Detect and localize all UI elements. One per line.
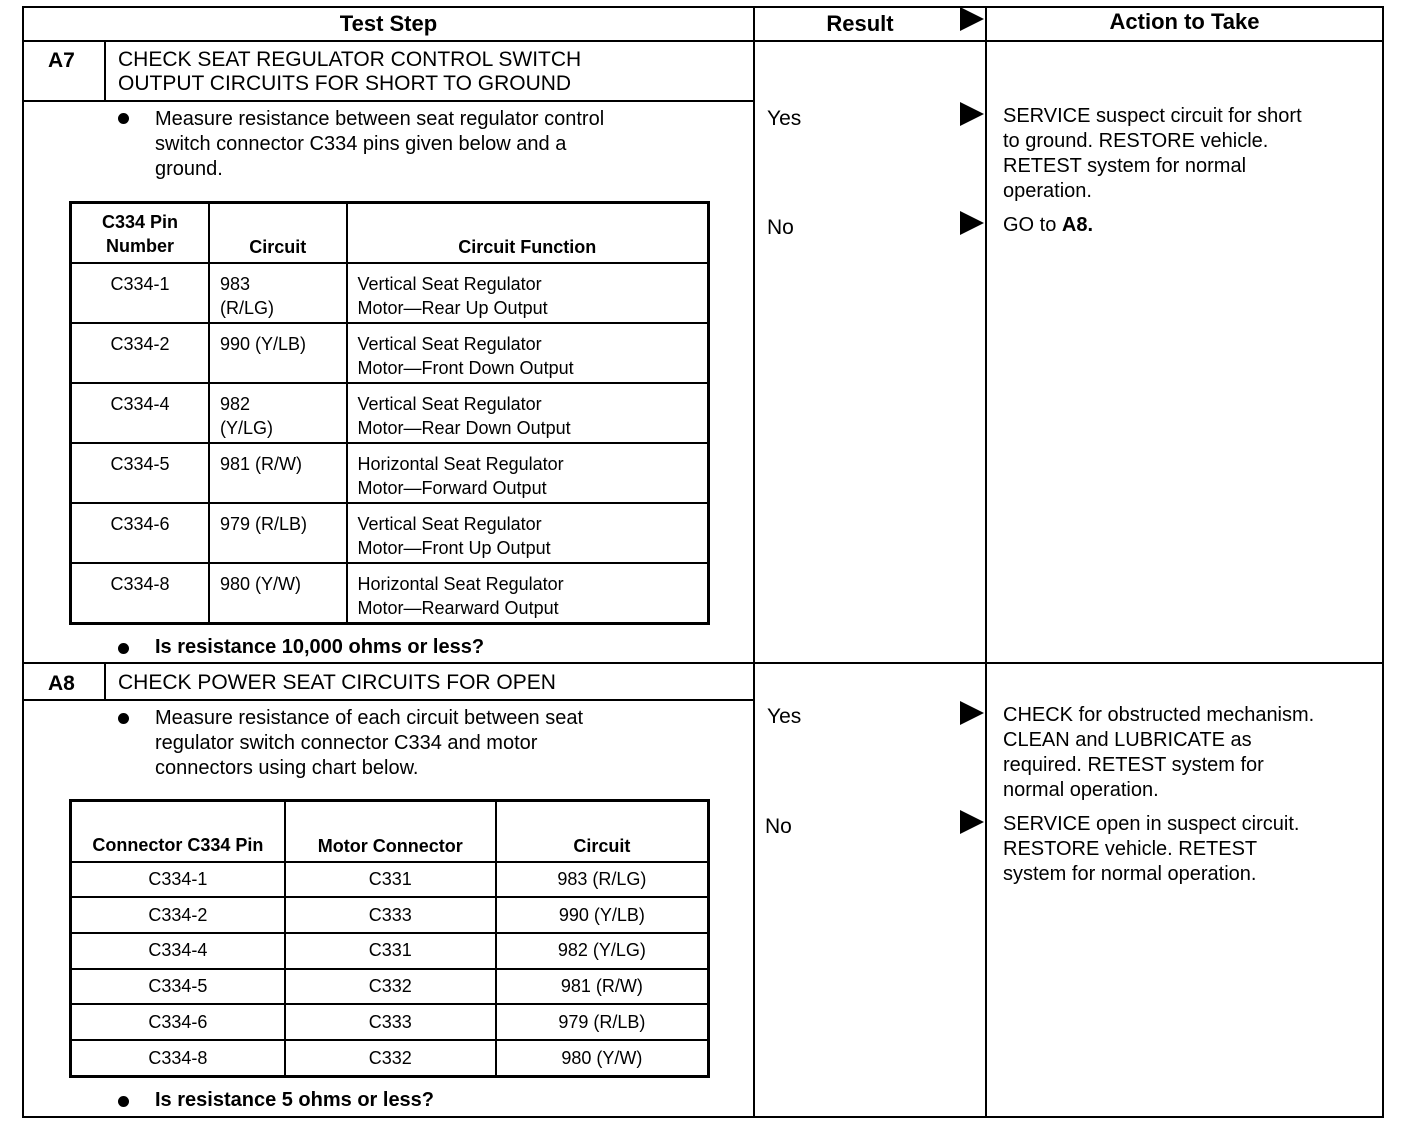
table-row bbox=[71, 383, 709, 443]
a8-title-line-1: CHECK POWER SEAT CIRCUITS FOR OPEN bbox=[118, 671, 556, 694]
frame-top-border bbox=[22, 6, 1384, 8]
circuit-cell: 980 (Y/W) bbox=[209, 563, 347, 624]
a7-id-divider bbox=[104, 40, 106, 101]
pin-cell: C334-5 bbox=[71, 443, 209, 503]
frame-right-border bbox=[1382, 6, 1384, 1118]
a7-action-yes-line-4: operation. bbox=[1003, 180, 1092, 202]
table-row bbox=[71, 862, 709, 898]
step-divider bbox=[22, 662, 1384, 664]
a7-title-line-1: CHECK SEAT REGULATOR CONTROL SWITCH bbox=[118, 48, 582, 71]
function-cell: Vertical Seat Regulator Motor—Front Up Output bbox=[347, 503, 709, 563]
a7-col-header-function: Circuit Function bbox=[347, 203, 709, 263]
table-row bbox=[71, 897, 709, 933]
a8-action-no-line-3: system for normal operation. bbox=[1003, 863, 1257, 885]
a7-title-bottom-border bbox=[22, 100, 755, 102]
a8-col-header-motor: Motor Connector bbox=[285, 801, 496, 862]
pin-cell: C334-8 bbox=[71, 1040, 285, 1076]
a7-action-no-prefix: GO to bbox=[1003, 214, 1062, 236]
a8-result-yes: Yes bbox=[767, 705, 802, 728]
circuit-cell: 990 (Y/LB) bbox=[496, 897, 709, 933]
a8-title-bottom-border bbox=[22, 699, 755, 701]
motor-cell: C333 bbox=[285, 1004, 496, 1040]
frame-bottom-border bbox=[22, 1116, 1384, 1118]
a7-action-yes-line-3: RETEST system for normal bbox=[1003, 155, 1247, 177]
pin-cell: C334-1 bbox=[71, 263, 209, 323]
a8-action-no-line-2: RESTORE vehicle. RETEST bbox=[1003, 838, 1258, 860]
circuit-cell: 981 (R/W) bbox=[496, 969, 709, 1005]
a7-instruction-line-1: Measure resistance between seat regulator control bbox=[155, 108, 605, 130]
a7-question: Is resistance 10,000 ohms or less? bbox=[155, 636, 485, 658]
a8-action-yes-line-1: CHECK for obstructed mechanism. bbox=[1003, 704, 1315, 726]
function-cell: Vertical Seat Regulator Motor—Front Down Output bbox=[347, 323, 709, 383]
a7-title-line-2: OUTPUT CIRCUITS FOR SHORT TO GROUND bbox=[118, 72, 572, 95]
motor-cell: C332 bbox=[285, 1040, 496, 1076]
function-cell: Horizontal Seat Regulator Motor—Forward Output bbox=[347, 443, 709, 503]
a8-action-no-line-1: SERVICE open in suspect circuit. bbox=[1003, 813, 1300, 835]
a8-instruction-bullet-icon bbox=[118, 713, 129, 724]
table-row bbox=[71, 1004, 709, 1040]
function-cell: Vertical Seat Regulator Motor—Rear Down Output bbox=[347, 383, 709, 443]
circuit-cell: 979 (R/LB) bbox=[209, 503, 347, 563]
a7-action-yes-line-2: to ground. RESTORE vehicle. bbox=[1003, 130, 1269, 152]
table-row bbox=[71, 323, 709, 383]
a8-action-yes-line-2: CLEAN and LUBRICATE as bbox=[1003, 729, 1252, 751]
a8-action-yes-line-3: required. RETEST system for bbox=[1003, 754, 1264, 776]
table-row bbox=[71, 563, 709, 624]
a8-instruction-line-3: connectors using chart below. bbox=[155, 757, 419, 779]
a8-col-header-pin: Connector C334 Pin bbox=[71, 801, 285, 862]
column-divider-action bbox=[985, 6, 987, 1118]
a8-id-divider bbox=[104, 662, 106, 700]
a7-instruction bbox=[155, 107, 604, 182]
pin-cell: C334-4 bbox=[71, 933, 285, 969]
table-row bbox=[71, 1040, 709, 1076]
circuit-cell: 981 (R/W) bbox=[209, 443, 347, 503]
a7-action-no bbox=[1003, 213, 1093, 238]
pin-cell: C334-6 bbox=[71, 503, 209, 563]
circuit-cell: 983 (R/LG) bbox=[209, 263, 347, 323]
header-result: Result bbox=[826, 11, 894, 36]
motor-cell: C333 bbox=[285, 897, 496, 933]
a8-action-no bbox=[1003, 812, 1299, 887]
a8-instruction-line-2: regulator switch connector C334 and motor bbox=[155, 732, 538, 754]
a8-instruction bbox=[155, 706, 583, 781]
a8-connector-table bbox=[69, 799, 710, 1078]
motor-cell: C332 bbox=[285, 969, 496, 1005]
circuit-cell: 980 (Y/W) bbox=[496, 1040, 709, 1076]
a7-result-no: No bbox=[767, 216, 794, 239]
a8-action-yes-line-4: normal operation. bbox=[1003, 779, 1159, 801]
a7-action-no-ref: A8. bbox=[1061, 214, 1094, 236]
header-arrow-icon bbox=[960, 7, 984, 31]
motor-cell: C331 bbox=[285, 933, 496, 969]
a7-col-header-circuit: Circuit bbox=[209, 203, 347, 263]
table-row bbox=[71, 503, 709, 563]
pin-cell: C334-5 bbox=[71, 969, 285, 1005]
frame-left-border bbox=[22, 6, 24, 1118]
pin-cell: C334-2 bbox=[71, 897, 285, 933]
header-action: Action to Take bbox=[1109, 9, 1260, 34]
a7-yes-arrow-icon bbox=[960, 102, 984, 126]
a8-col-header-circuit: Circuit bbox=[496, 801, 709, 862]
a7-action-yes bbox=[1003, 104, 1302, 204]
a7-col-header-pin: C334 Pin Number bbox=[71, 203, 209, 263]
table-row bbox=[71, 263, 709, 323]
a8-instruction-line-1: Measure resistance of each circuit between seat bbox=[155, 707, 583, 729]
function-cell: Horizontal Seat Regulator Motor—Rearward Output bbox=[347, 563, 709, 624]
a7-instruction-bullet-icon bbox=[118, 113, 129, 124]
pin-cell: C334-8 bbox=[71, 563, 209, 624]
a8-yes-arrow-icon bbox=[960, 701, 984, 725]
step-id-a7: A7 bbox=[48, 49, 75, 72]
circuit-cell: 982 (Y/LG) bbox=[209, 383, 347, 443]
circuit-cell: 990 (Y/LB) bbox=[209, 323, 347, 383]
a7-pin-table bbox=[69, 201, 710, 625]
table-row bbox=[71, 933, 709, 969]
step-id-a8: A8 bbox=[48, 672, 75, 695]
pin-cell: C334-2 bbox=[71, 323, 209, 383]
a8-question: Is resistance 5 ohms or less? bbox=[155, 1089, 435, 1111]
header-test-step: Test Step bbox=[339, 11, 438, 36]
a8-result-no: No bbox=[765, 815, 792, 838]
table-row bbox=[71, 969, 709, 1005]
motor-cell: C331 bbox=[285, 862, 496, 898]
a7-question-bullet-icon bbox=[118, 643, 129, 654]
header-bottom-border bbox=[22, 40, 1384, 42]
pin-cell: C334-4 bbox=[71, 383, 209, 443]
a8-question-bullet-icon bbox=[118, 1096, 129, 1107]
column-divider-result bbox=[753, 6, 755, 1118]
table-row bbox=[71, 443, 709, 503]
a7-instruction-line-2: switch connector C334 pins given below and a bbox=[155, 133, 567, 155]
pin-cell: C334-1 bbox=[71, 862, 285, 898]
pin-cell: C334-6 bbox=[71, 1004, 285, 1040]
a7-action-yes-line-1: SERVICE suspect circuit for short bbox=[1003, 105, 1302, 127]
a8-action-yes bbox=[1003, 703, 1314, 803]
circuit-cell: 983 (R/LG) bbox=[496, 862, 709, 898]
a7-instruction-line-3: ground. bbox=[155, 158, 223, 180]
a7-no-arrow-icon bbox=[960, 211, 984, 235]
function-cell: Vertical Seat Regulator Motor—Rear Up Output bbox=[347, 263, 709, 323]
a7-result-yes: Yes bbox=[767, 107, 802, 130]
circuit-cell: 982 (Y/LG) bbox=[496, 933, 709, 969]
a8-no-arrow-icon bbox=[960, 810, 984, 834]
circuit-cell: 979 (R/LB) bbox=[496, 1004, 709, 1040]
